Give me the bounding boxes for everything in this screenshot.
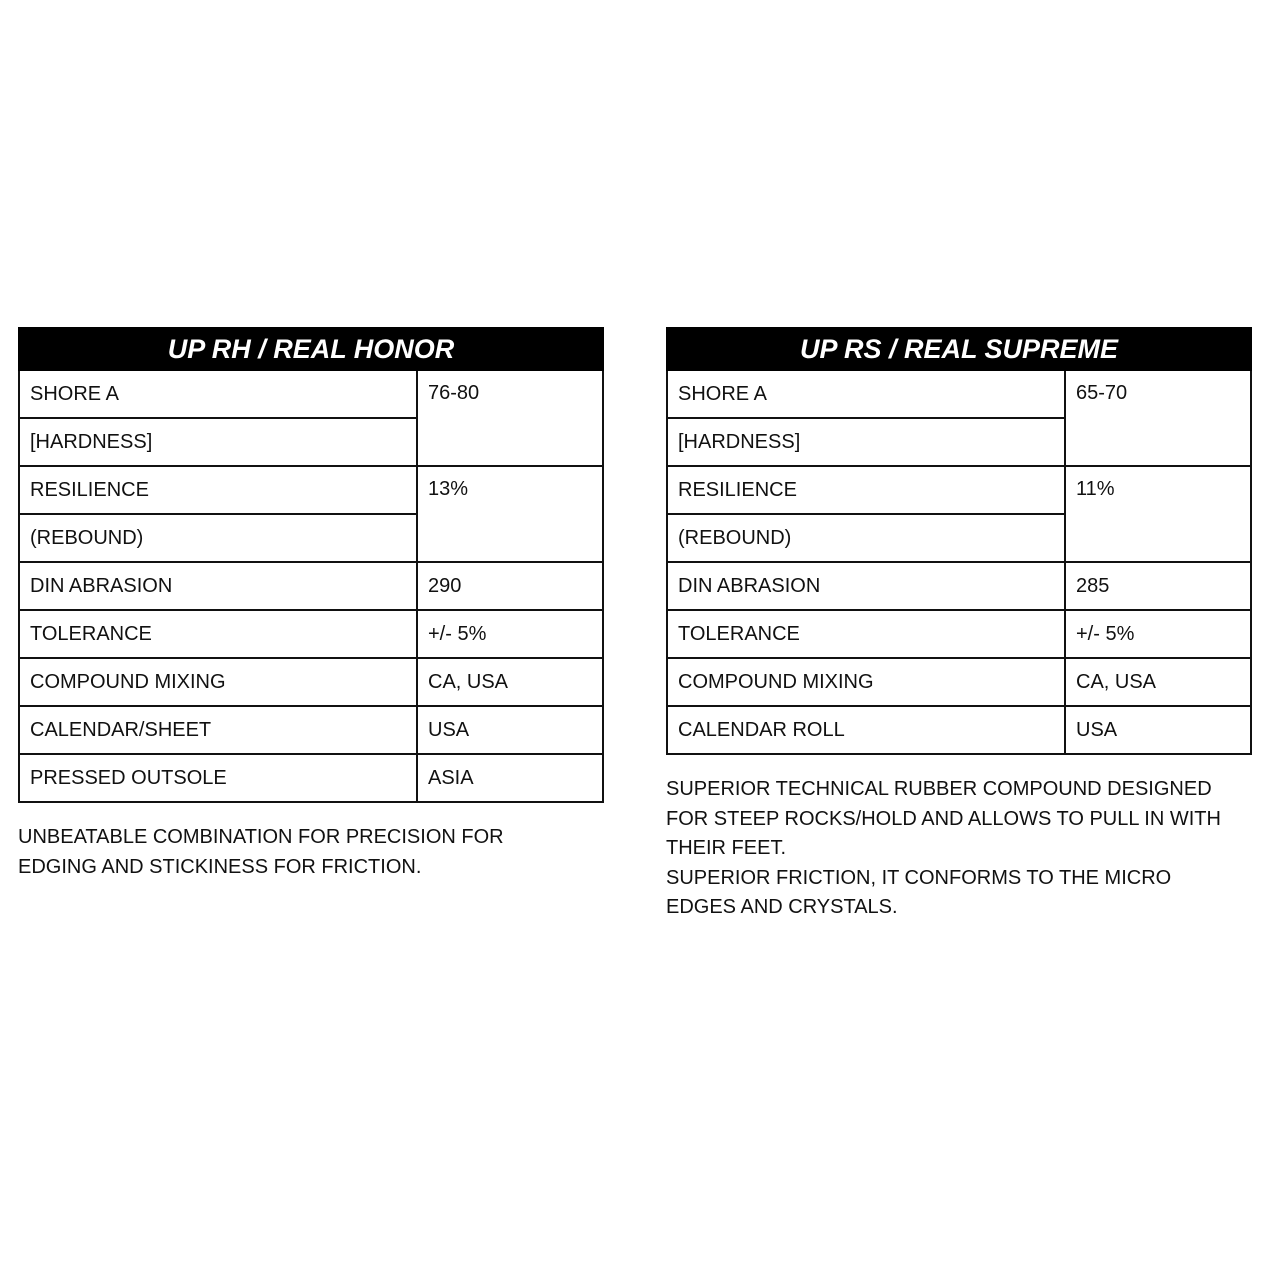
table-title: UP RS / REAL SUPREME: [667, 328, 1251, 370]
row-value: 11%: [1065, 466, 1251, 562]
real-supreme-panel: [666, 327, 1250, 923]
real-supreme-spec-table: [666, 327, 1252, 755]
table-row: [19, 706, 603, 754]
description-line: UNBEATABLE COMBINATION FOR PRECISION FOR: [18, 826, 504, 848]
row-label: SHORE A: [667, 370, 1065, 418]
table-row: [19, 754, 603, 802]
row-label: [HARDNESS]: [19, 418, 417, 466]
table-row: [19, 658, 603, 706]
row-label: DIN ABRASION: [667, 562, 1065, 610]
row-value: 13%: [417, 466, 603, 562]
row-label: CALENDAR ROLL: [667, 706, 1065, 754]
table-row: [667, 658, 1251, 706]
row-value: USA: [1065, 706, 1251, 754]
row-label: TOLERANCE: [667, 610, 1065, 658]
row-value: 290: [417, 562, 603, 610]
row-label: (REBOUND): [19, 514, 417, 562]
row-value: USA: [417, 706, 603, 754]
table-title: UP RH / REAL HONOR: [19, 328, 603, 370]
row-label: PRESSED OUTSOLE: [19, 754, 417, 802]
table-row: [19, 562, 603, 610]
row-label: (REBOUND): [667, 514, 1065, 562]
row-value: 285: [1065, 562, 1251, 610]
row-value: 65-70: [1065, 370, 1251, 466]
row-label: RESILIENCE: [667, 466, 1065, 514]
row-label: [HARDNESS]: [667, 418, 1065, 466]
row-label: COMPOUND MIXING: [19, 658, 417, 706]
table-row: [667, 610, 1251, 658]
description-line: EDGES AND CRYSTALS.: [666, 896, 898, 918]
table-row: [19, 370, 603, 418]
description-line: SUPERIOR TECHNICAL RUBBER COMPOUND DESIGNED: [666, 778, 1212, 800]
row-value: CA, USA: [1065, 658, 1251, 706]
table-row: [667, 706, 1251, 754]
row-value: +/- 5%: [417, 610, 603, 658]
row-label: COMPOUND MIXING: [667, 658, 1065, 706]
row-label: DIN ABRASION: [19, 562, 417, 610]
row-value: +/- 5%: [1065, 610, 1251, 658]
real-honor-panel: [18, 327, 602, 882]
row-label: RESILIENCE: [19, 466, 417, 514]
description-line: SUPERIOR FRICTION, IT CONFORMS TO THE MICRO: [666, 866, 1172, 889]
table-row: [667, 466, 1251, 514]
row-label: TOLERANCE: [19, 610, 417, 658]
row-value: CA, USA: [417, 658, 603, 706]
table-row: [667, 370, 1251, 418]
table-row: [19, 466, 603, 514]
description-line: FOR STEEP ROCKS/HOLD AND ALLOWS TO PULL IN WITH: [666, 807, 1221, 830]
row-label: SHORE A: [19, 370, 417, 418]
real-supreme-description: [666, 775, 1250, 923]
table-row: [667, 562, 1251, 610]
row-label: CALENDAR/SHEET: [19, 706, 417, 754]
real-honor-description: [18, 823, 602, 882]
table-row: [19, 610, 603, 658]
row-value: 76-80: [417, 370, 603, 466]
real-honor-spec-table: [18, 327, 604, 803]
description-line: EDGING AND STICKINESS FOR FRICTION.: [18, 855, 422, 878]
row-value: ASIA: [417, 754, 603, 802]
description-line: THEIR FEET.: [666, 837, 787, 859]
